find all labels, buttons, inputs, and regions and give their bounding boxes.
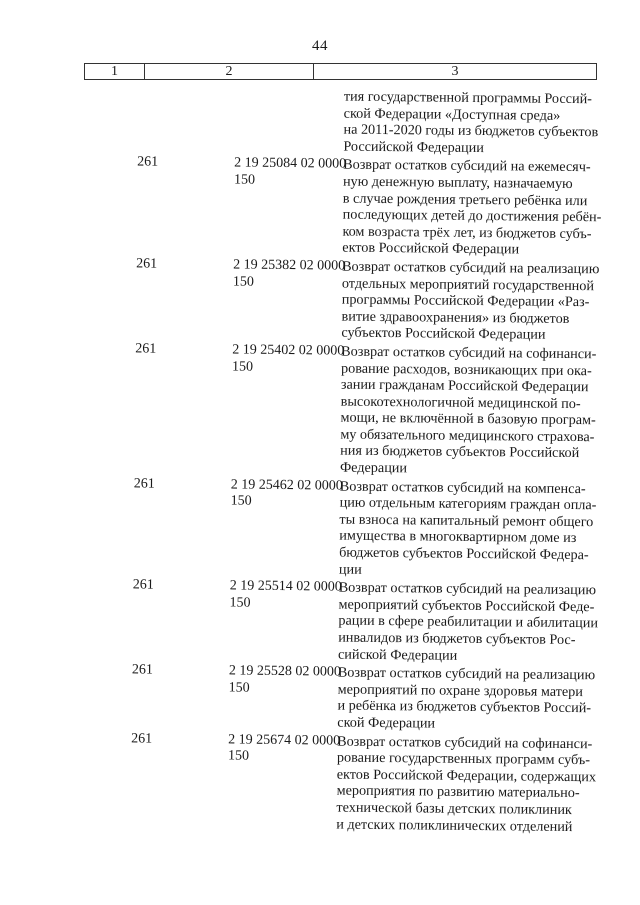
description-line: Возврат остатков субсидий на софинанси- [337, 733, 593, 752]
description-line: Возврат остатков субсидий на реализацию [338, 579, 597, 599]
description-line: в случае рождения третьего ребёнка или [342, 190, 588, 209]
description-line: на 2011-2020 годы из бюджетов субъектов [343, 121, 599, 141]
description-line: ния из бюджетов субъектов Российской [340, 443, 580, 462]
page-number: 44 [312, 38, 328, 54]
row-description [339, 478, 620, 580]
description-line: ты взноса на капитальный ремонт общего [339, 511, 594, 531]
description-line: Возврат остатков субсидий на реализацию [342, 258, 600, 278]
description-line: и детских поликлинических отделений [336, 816, 573, 835]
budget-code: 2 19 25382 02 0000 150 [232, 257, 346, 290]
description-line: мероприятий субъектов Российской Феде- [338, 596, 595, 616]
budget-code: 2 19 25402 02 0000 150 [231, 342, 345, 375]
description-line: технической базы детских поликлиник [336, 799, 572, 818]
description-line: бюджетов субъектов Российской Федера- [339, 544, 589, 564]
description-line: му обязательного медицинского страхова- [340, 426, 595, 446]
row-description [340, 343, 621, 479]
description-line: рации в сфере реабилитации и абилитации [338, 612, 599, 632]
description-line: сийской Федерации [337, 646, 458, 664]
description-line: ную денежную выплату, назначаемую [342, 173, 573, 192]
description-line: рование государственных программ субъ- [336, 749, 591, 769]
row-description [338, 580, 619, 666]
description-line: последующих детей до достижения ребён- [342, 206, 602, 226]
admin-code: 261 [137, 154, 159, 171]
description-line: Федерации [339, 459, 408, 477]
row-description [336, 733, 617, 835]
budget-code: 2 19 25674 02 0000 150 [227, 731, 341, 764]
table-row [0, 661, 634, 734]
header-col-3: 3 [451, 64, 459, 79]
admin-code: 261 [131, 730, 153, 747]
description-line: инвалидов из бюджетов субъектов Рос- [338, 629, 576, 649]
description-line: ции [338, 561, 362, 578]
description-line: ской Федерации [337, 714, 436, 732]
budget-code: 2 19 25528 02 0000 150 [228, 663, 341, 696]
table-row [0, 340, 637, 479]
description-line: тия государственной программы Россий- [343, 88, 593, 108]
description-line: зании гражданам Российской Федерации [340, 376, 589, 396]
table-body [0, 85, 640, 838]
header-col-1: 1 [85, 64, 145, 79]
description-line: имущества в многоквартирном доме из [339, 528, 577, 547]
table-row [0, 85, 640, 158]
description-line: отдельных мероприятий государственной [341, 275, 595, 294]
row-description [342, 157, 623, 259]
table-row [0, 255, 638, 345]
description-line: субъектов Российской Федерации [341, 324, 546, 344]
table-row [0, 730, 633, 836]
table-row [0, 153, 639, 259]
budget-code: 2 19 25514 02 0000 150 [229, 578, 342, 611]
description-line: высокотехнологичной медицинской по- [340, 393, 581, 412]
admin-code: 261 [136, 256, 158, 272]
table-row [0, 576, 635, 666]
row-description [343, 89, 624, 158]
description-line: мощи, не включённой в базовую програм- [340, 409, 596, 429]
admin-code: 261 [133, 476, 155, 492]
admin-code: 261 [131, 662, 153, 678]
budget-code: 2 19 25462 02 0000 150 [230, 477, 343, 509]
description-line: ектов Российской Федерации [342, 239, 520, 258]
description-line: Возврат остатков субсидий на компенса- [339, 478, 586, 497]
description-line: витие здравоохранения» из бюджетов [341, 308, 570, 327]
description-line: и ребёнка из бюджетов субъектов Россий- [337, 697, 592, 717]
description-line: ектов Российской Федерации, содержащих [336, 766, 597, 786]
description-line: рование расходов, возникающих при ока- [340, 360, 592, 379]
description-line: Возврат остатков субсидий на реализацию [337, 664, 596, 684]
description-line: Возврат остатков субсидий на ежемесяч- [343, 156, 591, 176]
budget-code: 2 19 25084 02 0000 150 [233, 155, 347, 188]
table-row [0, 475, 636, 581]
row-description [341, 259, 622, 345]
description-line: ком возраста трёх лет, из бюджетов субъ- [342, 223, 592, 242]
admin-code: 261 [135, 341, 157, 357]
description-line: Российской Федерации [343, 138, 484, 156]
description-line: программы Российской Федерации «Раз- [341, 291, 590, 311]
table-header [84, 63, 597, 80]
admin-code: 261 [132, 577, 154, 593]
description-line: Возврат остатков субсидий на софинанси- [341, 343, 597, 363]
description-line: мероприятия по развитию материально- [336, 782, 580, 802]
header-col-2: 2 [145, 64, 314, 79]
description-line: цию отдельным категориям граждан опла- [339, 494, 597, 514]
description-line: мероприятий по охране здоровья матери [337, 681, 583, 700]
description-line: ской Федерации «Доступная среда» [343, 105, 561, 124]
row-description [337, 665, 618, 734]
